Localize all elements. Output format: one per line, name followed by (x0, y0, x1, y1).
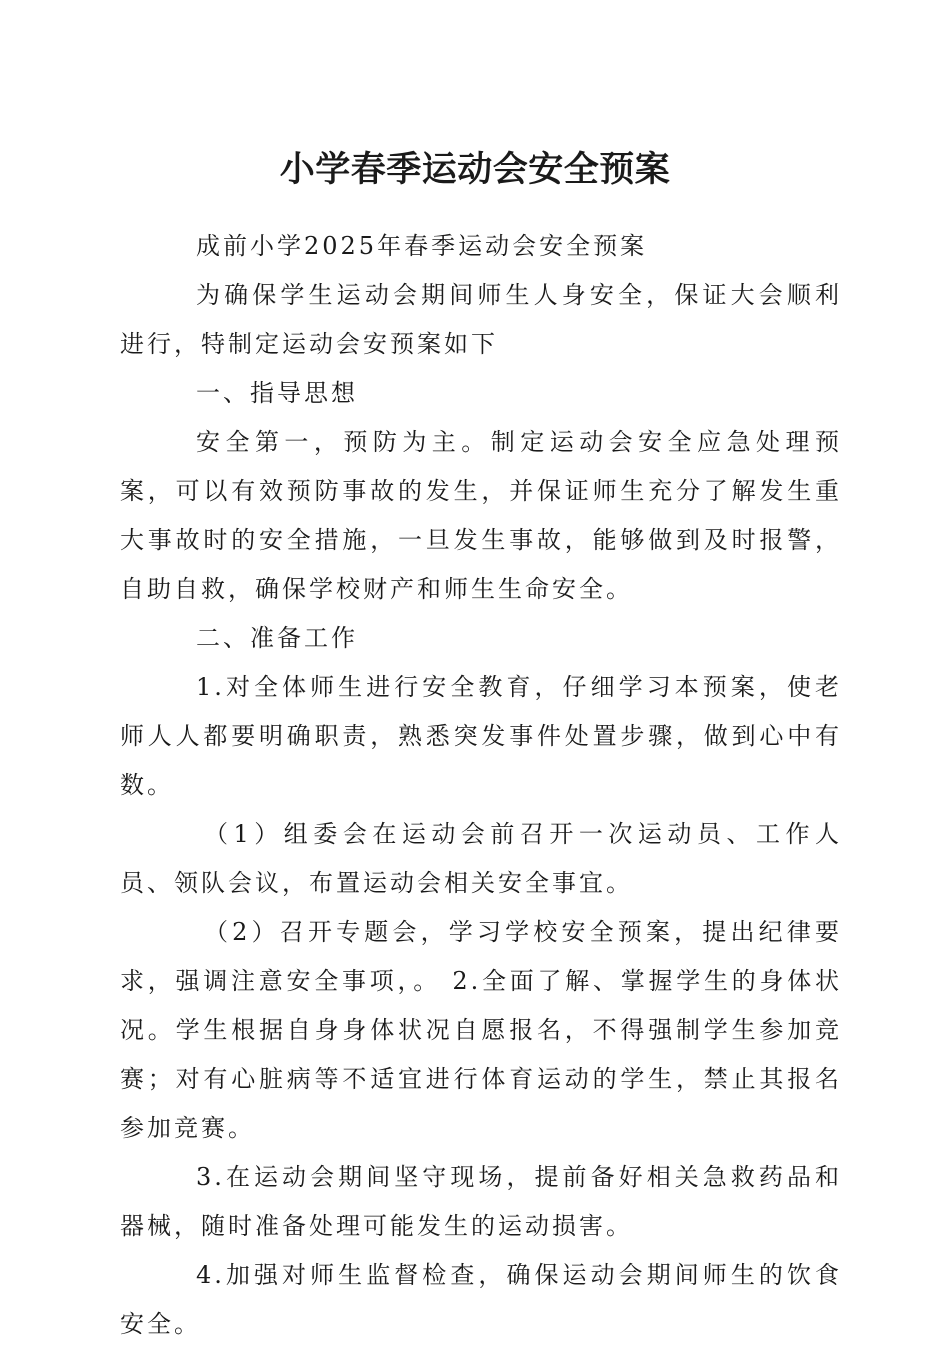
paragraph-subitem-1: （1）组委会在运动会前召开一次运动员、工作人员、领队会议，布置运动会相关安全事宜。 (120, 820, 842, 897)
document-body (120, 222, 842, 1349)
paragraph-item-3: 3.在运动会期间坚守现场，提前备好相关急救药品和器械，随时准备处理可能发生的运动损害。 (120, 1163, 842, 1240)
paragraph-safety-first: 安全第一，预防为主。制定运动会安全应急处理预案，可以有效预防事故的发生，并保证师生充分了解发生重大事故时的安全措施，一旦发生事故，能够做到及时报警，自助自救，确保学校财产和师生生命安全。 (120, 428, 842, 603)
paragraph-item-1: 1.对全体师生进行安全教育，仔细学习本预案，使老师人人都要明确职责，熟悉突发事件处置步骤，做到心中有数。 (120, 673, 842, 799)
paragraph-purpose: 为确保学生运动会期间师生人身安全，保证大会顺利进行，特制定运动会安预案如下 (120, 281, 842, 358)
section-heading-preparation: 二、准备工作 (196, 624, 358, 652)
paragraph-item-4: 4.加强对师生监督检查，确保运动会期间师生的饮食安全。 (120, 1261, 842, 1338)
paragraph-school-plan: 成前小学2025年春季运动会安全预案 (196, 232, 648, 260)
paragraph-subitem-2: （2）召开专题会，学习学校安全预案，提出纪律要求，强调注意安全事项，。 2.全面了解、掌握学生的身体状况。学生根据自身身体状况自愿报名，不得强制学生参加竞赛；对有心脏病等不适宜进行体育运动的学生，禁止其报名参加竞赛。 (120, 918, 842, 1142)
section-heading-guiding-idea: 一、指导思想 (196, 379, 358, 407)
document-title: 小学春季运动会安全预案 (279, 150, 671, 190)
